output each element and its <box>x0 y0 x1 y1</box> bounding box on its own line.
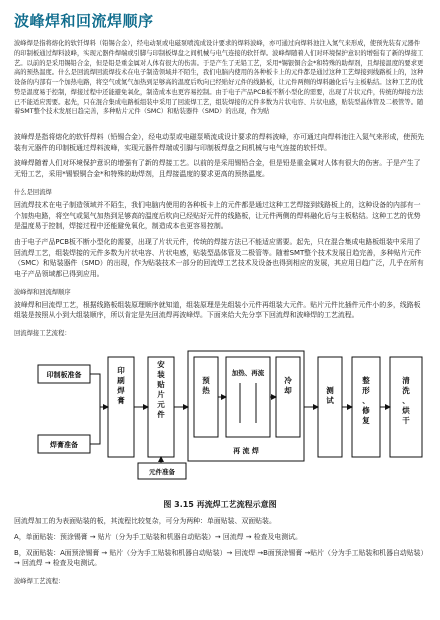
label-pcb-prep: 印制板准备 <box>46 371 82 380</box>
paragraph-reflow-intro: 回流焊技术在电子制造领域并不陌生，我们电脑内使用的各种板卡上的元件都是通过这种工艺焊接到线路板上的，这种设备的内部有一个加热电路，将空气或氮气加热到足够高的温度后吹向已经贴好元件的线路板，让元件两侧的焊料融化后与主板粘结。这种工艺的优势是温度易于控制，焊接过程中还能避免氧化，制造成本也更容易控制。 <box>14 200 421 231</box>
heading-what-is-reflow: 什么是回流焊 <box>14 188 52 196</box>
paragraph-types: 回流焊加工的为表面贴装的板，其流程比较复杂，可分为两种：单面贴装、双面贴装。 <box>14 517 276 526</box>
label-paste-prep: 焊膏准备 <box>50 441 78 450</box>
heading-reflow-process: 回流焊接工艺流程： <box>14 330 71 338</box>
box-test <box>318 357 342 457</box>
reflow-flow-diagram <box>30 343 430 495</box>
label-reflow: 再 流 焊 <box>233 447 259 456</box>
label-preheat: 预热 <box>202 376 210 396</box>
label-print: 印刷焊膏 <box>117 366 125 406</box>
label-cool: 冷却 <box>284 376 292 396</box>
paragraph-wave-definition: 波峰焊是指将熔化的软钎焊料（铅锡合金），经电动泵或电磁泵喷流成设计要求的焊料波峰，亦可通过向焊料池注入氮气来形成，使预先装有元器件的印制板通过焊料波峰，实现元器件焊端或引脚与印制板焊盘之间机械与电气连接的软钎焊。 <box>14 133 424 152</box>
box-preheat <box>194 357 218 437</box>
box-reflow-group <box>188 351 304 461</box>
label-rework: 整形、修复 <box>362 376 370 426</box>
paragraph-reflow-history: 由于电子产品PCB板不断小型化的需要，出现了片状元件，传统的焊接方法已不能适应需要。起先，只在混合集成电路板组装中采用了回流焊工艺，组装焊接的元件多数为片状电容、片状电感，贴装型晶体管及二极管等。随着SMT整个技术发展日趋完善，多种贴片元件（SMC）和贴装器件（SMD）的出现，作为贴装技术一部分的回流焊工艺技术及设备也得到相应的发展，其应用日趋广泛，几乎在所有电子产品领域都已得到应用。 <box>14 237 424 279</box>
heading-wave-process: 波峰焊工艺流程： <box>14 577 65 585</box>
flow-diagram-svg <box>30 343 430 495</box>
heading-order: 波峰焊和回流焊顺序 <box>14 288 71 296</box>
paragraph-single-sided: A，单面贴装：预涂锡膏 → 贴片（分为手工贴装和机器自动贴装）→ 回流焊 → 检查及电测试。 <box>14 532 302 541</box>
spacer <box>14 122 426 132</box>
figure-caption: 图 3.15 再流焊工艺流程示意图 <box>163 500 277 510</box>
paragraph-double-sided: B，双面贴装：A面预涂锡膏 → 贴片（分为手工贴装和机器自动贴装）→ 回流焊 →B面预涂锡膏 →贴片（分为手工贴装和机器自动贴装）→ 回流焊 → 检查及电测试。 <box>14 548 424 568</box>
label-heat: 加热、再流 <box>231 369 265 378</box>
box-cool <box>276 357 300 437</box>
paragraph-order: 波峰焊和回流焊工艺，根据线路板组装原理顺序就知道，组装原理是先组装小元件再组装大元件。贴片元件比插件元件小的多，线路板组装是按照从小到大组装顺序，所以肯定是先回流焊再波峰焊。下面来给大先分享下回流焊和波峰焊的工艺流程。 <box>14 300 421 320</box>
label-mount: 安装贴片元件 <box>157 360 165 420</box>
paragraph-summary: 波峰焊是指将熔化的软钎焊料（铅锡合金），经电动泵或电磁泵喷流成设计要求的焊料波峰，亦可通过向焊料池注入氮气来形成，使预先装有元器件的印制板通过焊料波峰，实现元器件焊端或引脚与印制板焊盘之间机械与电气连接的软钎焊。波峰焊随着人们对环境保护意识的增强有了新的焊接工艺。以前的是采用锡铅合金，但是铅是重金属对人体有很大的伤害。于是产生了无铅工艺，采用*锡银铜合金*和特殊的助焊剂，且焊接温度的要求更高的预热温度。什么是回流焊回流焊技术在电子制造领域并不陌生，我们电脑内使用的各种板卡上的元件都是通过这种工艺焊接到线路板上的，这种设备的内部有一个加热电路，将空气或氮气加热到足够高的温度后吹向已经贴好元件的线路板，让元件两侧的焊料融化后与主板粘结。这种工艺的优势是温度易于控制，焊接过程中还能避免氧化，制造成本也更容易控制。由于电子产品PCB板不断小型化的需要，出现了片状元件，传统的焊接方法已不能适应需要。起先，只在混合集成电路板组装中采用了回流焊工艺，组装焊接的元件多数为片状电容、片状电感，贴装型晶体管及二极管等。随着SMT整个技术发展日趋完善，多种贴片元件（SMC）和贴装器件（SMD）的出现，作为贴 <box>14 40 424 116</box>
label-comp-prep: 元件准备 <box>149 468 175 477</box>
label-test: 测试 <box>326 386 334 406</box>
page-title: 波峰焊和回流焊顺序 <box>14 12 154 30</box>
label-clean: 清洗、烘干 <box>402 376 410 426</box>
paragraph-lead-free: 波峰焊随着人们对环境保护意识的增强有了新的焊接工艺。以前的是采用锡铅合金，但是铅是重金属对人体有很大的伤害。于是产生了无铅工艺，采用*锡银铜合金*和特殊的助焊剂，且焊接温度的要求更高的预热温度。 <box>14 159 421 179</box>
